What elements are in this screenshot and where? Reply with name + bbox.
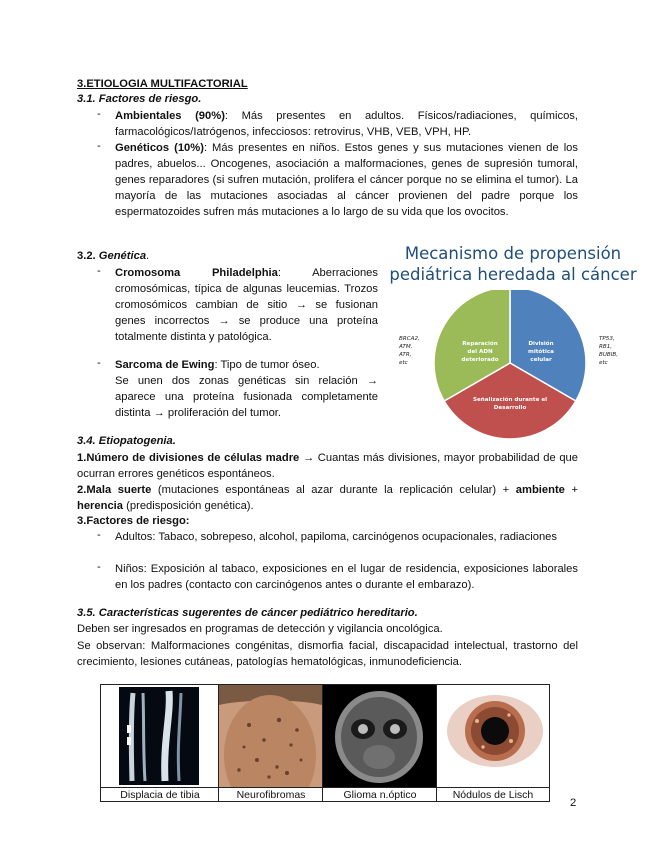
subsection-title-risk-factors: 3.1. Factores de riesgo. xyxy=(77,93,202,105)
etio-point-bold: herencia xyxy=(77,500,124,512)
caption-row xyxy=(101,787,549,802)
genetics-item-label: Cromosoma Philadelphia xyxy=(115,267,278,279)
bullet-dash: - xyxy=(97,140,101,152)
caption-neurofibromas: Neurofibromas xyxy=(236,789,306,801)
caption-divider xyxy=(436,787,437,801)
hereditary-line-2: Se observan: Malformaciones congénitas, dismorfia facial, discapacidad intelectual, trastorno del crecimiento, lesiones cutáneas, patologías hematológicas, inmunodeficiencia. xyxy=(77,640,578,668)
image-cell-tibia xyxy=(101,685,219,801)
image-cell-neurofibromas xyxy=(219,685,323,801)
hereditary-line-1: Deben ser ingresados en programas de detección y vigilancia oncológica. xyxy=(77,623,443,635)
risk-item-text: : Más presentes en adultos. Físicos/radiaciones, químicos, farmacológicos/Iatrógenos, infecciosos: retrovirus, VHB, VEB, VPH, HP. xyxy=(115,110,578,138)
etio-point-3: 3.Factores de riesgo: xyxy=(77,515,190,527)
pie-side-label-left: BRCA2, ATM, ATR, etc xyxy=(399,336,420,366)
bullet-dash: - xyxy=(97,561,101,573)
subsection-number: 3.2. xyxy=(77,250,99,262)
bullet-dash: - xyxy=(97,357,101,369)
bullet-dash: - xyxy=(97,265,101,277)
chart-title-line2: pediátrica heredada al cáncer xyxy=(389,265,637,284)
subsection-title-etiopathogenesis: 3.4. Etiopatogenia. xyxy=(77,435,176,447)
etio-point-text: (predisposición genética). xyxy=(123,500,254,512)
eye-lisch-image xyxy=(437,685,549,787)
etio-point-bold: ambiente xyxy=(515,484,565,496)
pie-label-green: Reparación del ADN deteriorado xyxy=(461,341,499,363)
etio-point-text: (mutaciones espontáneas al azar durante la replicación celular) + xyxy=(151,484,516,496)
etio-point-text: + xyxy=(564,484,578,496)
etio-point-1 xyxy=(77,450,578,482)
caption-divider xyxy=(322,787,323,801)
xray-tibia-image xyxy=(101,685,218,787)
subsection-name: Genética xyxy=(98,250,147,262)
genetics-item-ewing-detail: Se unen dos zonas genéticas sin relación → aparece una proteína fusionada completamente distinta → proliferación del tumor. xyxy=(115,375,378,419)
bullet-dash: - xyxy=(97,108,101,120)
risk-children: Niños: Exposición al tabaco, exposiciones en el lugar de residencia, exposiciones laborales en los padres (contacto con carcinógenos antes o durante el embarazo). xyxy=(115,563,578,591)
caption-glioma: Glioma n.óptico xyxy=(343,789,417,801)
clinical-images-table xyxy=(100,684,550,802)
caption-lisch: Nódulos de Lisch xyxy=(452,789,534,801)
risk-item-text: : Más presentes en niños. Estos genes y sus mutaciones vienen de los padres, abuelos... Oncogenes, asociación a malformaciones, genes de supresión tumoral, genes reparadores (si sufren mutación, prolifera el cáncer porque no se elimina el tumor). La mayoría de las mutaciones asociadas al cáncer provienen del padre porque los espermatozoides sufren más mutaciones a lo largo de su vida que los ovocitos. xyxy=(115,142,578,218)
subsection-period: . xyxy=(146,250,150,262)
pie-label-blue: División mitótica celular xyxy=(528,341,554,363)
etio-point-text: → Cuantas más divisiones, mayor probabilidad de que ocurran errores genéticos espontáneos. xyxy=(77,452,578,480)
risk-item-genetic xyxy=(115,140,578,220)
genetics-item-ewing xyxy=(115,357,378,373)
caption-divider xyxy=(218,787,219,801)
mri-glioma-image xyxy=(323,685,436,787)
etio-point-2 xyxy=(77,482,578,514)
risk-item-label: Genéticos (10%) xyxy=(115,142,204,154)
section-heading: 3.ETIOLOGIA MULTIFACTORIAL xyxy=(77,78,248,90)
genetics-item-text: : Aberraciones cromosómicas, típica de algunas leucemias. Trozos cromosómicos cambian de sitio → se fusionan genes incorrectos → se produce una proteína totalmente distinta y patológica. xyxy=(115,267,378,343)
chart-title-line1: Mecanismo de propensión xyxy=(404,244,622,263)
image-cell-lisch xyxy=(437,685,549,801)
neurofibromas-image xyxy=(219,685,322,787)
etio-point-label: 1.Número de divisiones de células madre xyxy=(77,452,300,464)
page-number: 2 xyxy=(570,797,577,809)
genetics-item-philadelphia xyxy=(115,265,378,345)
risk-item-label: Ambientales (90%) xyxy=(115,110,225,122)
subsection-title-genetics xyxy=(77,249,149,264)
genetics-item-label: Sarcoma de Ewing xyxy=(115,359,215,371)
risk-item-environmental xyxy=(115,108,578,140)
etio-point-label: 2.Mala suerte xyxy=(77,484,152,496)
caption-tibia: Displacia de tibia xyxy=(120,789,200,801)
risk-adults: Adultos: Tabaco, sobrepeso, alcohol, papiloma, carcinógenos ocupacionales, radiaciones xyxy=(115,531,557,543)
bullet-dash: - xyxy=(97,529,101,541)
genetics-item-text: : Tipo de tumor óseo. xyxy=(214,359,320,371)
pie-side-label-right: TP53, RB1, BUBIB, etc xyxy=(599,336,619,366)
subsection-title-hereditary: 3.5. Características sugerentes de cáncer pediátrico hereditario. xyxy=(77,607,418,619)
pie-chart xyxy=(395,290,635,440)
image-cell-glioma xyxy=(323,685,437,801)
pie-label-red: Señalización durante el Desarrollo xyxy=(472,397,548,411)
